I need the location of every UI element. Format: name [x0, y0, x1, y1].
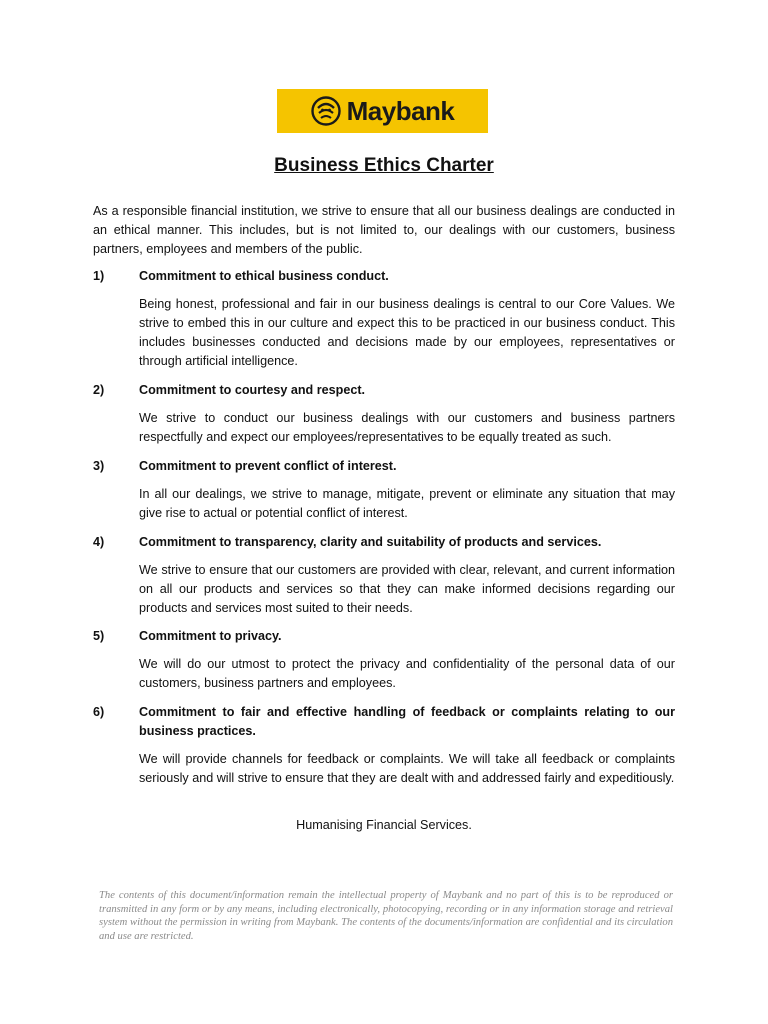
logo-wordmark: Maybank [346, 96, 455, 126]
commitment-description: In all our dealings, we strive to manage, mitigate, prevent or eliminate any situation that may give rise to actual or potential conflict of interest. [139, 487, 675, 520]
commitment-number: 2) [93, 383, 105, 397]
commitment-number: 1) [93, 269, 105, 283]
commitment-heading: Commitment to fair and effective handling of feedback or complaints relating to our business practices. [139, 705, 675, 738]
disclaimer-footer: The contents of this document/information remain the intellectual property of Maybank and no part of this is to be reproduced or transmitted in any form or by any means, including electronically, photocopying, recording or in any information storage and retrieval system without the permission in writing from Maybank. The contents of the documents/information are confidential and its circulation and use are restricted. [99, 890, 673, 942]
page-title: Business Ethics Charter [274, 155, 494, 176]
commitment-heading: Commitment to transparency, clarity and suitability of products and services. [139, 535, 602, 549]
commitment-description: We will provide channels for feedback or complaints. We will take all feedback or complaints seriously and will strive to ensure that they are dealt with and addressed fairly and expeditiously. [139, 752, 675, 785]
commitment-number: 6) [93, 705, 105, 719]
commitment-description: We will do our utmost to protect the privacy and confidentiality of the personal data of our customers, business partners and employees. [139, 657, 675, 690]
commitment-heading: Commitment to prevent conflict of interest. [139, 459, 397, 473]
commitment-item-2 [93, 381, 675, 447]
commitment-item-3 [93, 457, 675, 523]
intro-paragraph: As a responsible financial institution, we strive to ensure that all our business dealings are conducted in an ethical manner. This includes, but is not limited to, our dealings with our customers, business partners, employees and members of the public. [93, 204, 675, 256]
tagline: Humanising Financial Services. [296, 818, 472, 832]
commitment-heading: Commitment to privacy. [139, 629, 282, 643]
commitment-item-5 [93, 627, 675, 693]
tiger-head-icon [311, 96, 341, 126]
commitment-number: 5) [93, 629, 105, 643]
commitment-heading: Commitment to courtesy and respect. [139, 383, 366, 397]
commitment-item-1 [93, 267, 675, 371]
commitment-item-6 [93, 703, 675, 788]
maybank-logo [277, 89, 488, 133]
commitment-number: 3) [93, 459, 105, 473]
commitment-item-4 [93, 533, 675, 618]
commitment-description: Being honest, professional and fair in our business dealings is central to our Core Values. We strive to embed this in our culture and expect this to be practiced in our business conduct. This includes businesses conducted and decisions made by our employees, representatives or through artificial intelligence. [139, 297, 675, 368]
commitment-number: 4) [93, 535, 105, 549]
commitment-description: We strive to conduct our business dealings with our customers and business partners respectfully and expect our employees/representatives to be equally treated as such. [139, 411, 675, 444]
commitment-description: We strive to ensure that our customers are provided with clear, relevant, and current information on all our products and services so that they can make informed decisions regarding our products and services most suited to their needs. [139, 563, 675, 615]
commitment-heading: Commitment to ethical business conduct. [139, 269, 389, 283]
